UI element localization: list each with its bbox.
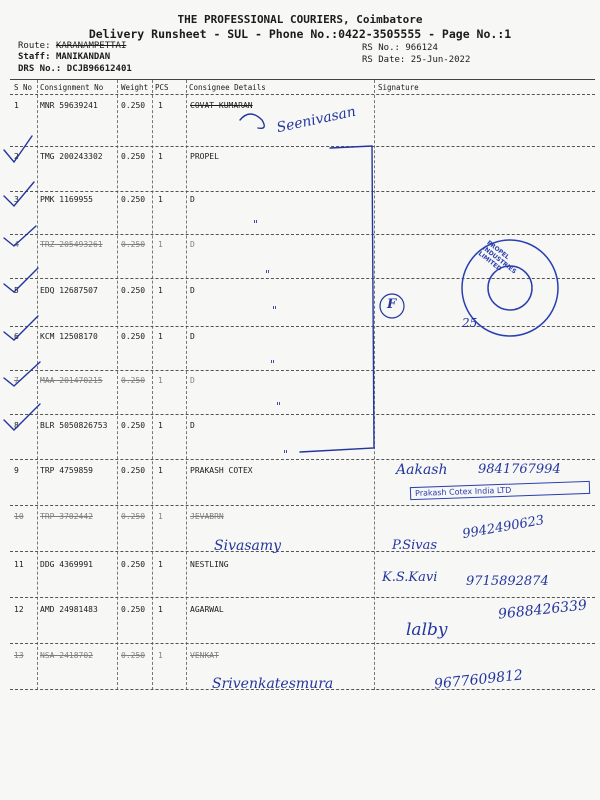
row-12-phone: 9688426339 <box>497 597 588 623</box>
row-13-pcs: 1 <box>158 651 163 660</box>
staff-label: Staff: <box>18 52 51 62</box>
check-mark-icon <box>4 182 34 206</box>
row-6-weight: 0.250 <box>121 332 146 341</box>
row-11-weight: 0.250 <box>121 560 146 569</box>
row-12-signature: lalby <box>406 620 448 640</box>
row-5-consignment: EDQ 12687507 <box>40 286 98 295</box>
row-11-pcs: 1 <box>158 560 163 569</box>
row-12-sno: 12 <box>14 605 24 614</box>
check-mark-icon <box>4 362 40 386</box>
row-9-consignment: TRP 4759859 <box>40 466 93 475</box>
row-5-weight: 0.250 <box>121 286 146 295</box>
row-9-pcs: 1 <box>158 466 163 475</box>
route-label: Route: <box>18 41 51 51</box>
row-1-signature: Seenivasan <box>275 103 358 137</box>
row-1-sno: 1 <box>14 101 19 110</box>
row-13-consignee: VENKAT <box>190 651 219 660</box>
row-8-weight: 0.250 <box>121 421 146 430</box>
ditto-mark: " <box>283 448 289 461</box>
col-header-pcs: PCS <box>155 83 169 92</box>
row-9-consignee: PRAKASH COTEX <box>190 466 253 475</box>
row-10-pcs: 1 <box>158 512 163 521</box>
drs-value: DCJB96612401 <box>66 64 132 74</box>
col-header-consignment: Consignment No <box>40 83 104 92</box>
row-6-pcs: 1 <box>158 332 163 341</box>
row-5-sno: 5 <box>14 286 19 295</box>
row-6-sno: 6 <box>14 332 19 341</box>
company-title: THE PROFESSIONAL COURIERS, Coimbatore <box>177 13 423 26</box>
row-9-sno: 9 <box>14 466 19 475</box>
row-10-signature: Sivasamy <box>214 538 282 554</box>
row-8-pcs: 1 <box>158 421 163 430</box>
row-11-consignee: NESTLING <box>190 560 229 569</box>
row-4-weight: 0.250 <box>121 240 146 249</box>
circled-letter: F <box>387 297 397 312</box>
row-2-weight: 0.250 <box>121 152 146 161</box>
row-1-consignment: MNR 59639241 <box>40 101 98 110</box>
row-5-consignee: D <box>190 286 195 295</box>
ditto-mark: " <box>272 304 278 317</box>
row-12-consignee: AGARWAL <box>190 605 224 614</box>
row-13-sno: 13 <box>14 651 24 660</box>
row-2-sno: 2 <box>14 152 19 161</box>
row-3-weight: 0.250 <box>121 195 146 204</box>
col-header-weight: Weight <box>121 83 149 92</box>
ditto-mark: " <box>265 268 271 281</box>
row-8-consignee: D <box>190 421 195 430</box>
row-9-stamp: Prakash Cotex India LTD <box>410 481 590 500</box>
row-3-sno: 3 <box>14 195 19 204</box>
row-8-consignment: BLR 5050826753 <box>40 421 108 430</box>
row-7-weight: 0.250 <box>121 376 146 385</box>
ditto-mark: " <box>253 218 259 231</box>
row-9-signature: Aakash <box>396 462 448 478</box>
row-1-pcs: 1 <box>158 101 163 110</box>
check-mark-icon <box>4 268 38 292</box>
bracket-line <box>300 146 374 452</box>
row-13-phone: 9677609812 <box>433 667 524 693</box>
row-4-pcs: 1 <box>158 240 163 249</box>
stamp-text: PROPEL INDUSTRIES LIMITED <box>476 239 518 276</box>
row-3-consignment: PMK 1169955 <box>40 195 93 204</box>
col-header-signature: Signature <box>378 83 419 92</box>
rs-date-value: 25-Jun-2022 <box>410 55 471 65</box>
row-2-consignee: PROPEL <box>190 152 219 161</box>
rs-date-label: RS Date: <box>362 55 406 65</box>
row-11-name: K.S.Kavi <box>382 570 438 585</box>
stamp-date: 25 <box>462 316 478 330</box>
row-2-pcs: 1 <box>158 152 163 161</box>
row-11-phone: 9715892874 <box>466 574 549 589</box>
ditto-mark: " <box>276 400 282 413</box>
signature-scribble <box>240 114 264 128</box>
row-9-phone: 9841767994 <box>478 462 561 477</box>
row-10-consignment: TRP 3702442 <box>40 512 93 521</box>
row-12-weight: 0.250 <box>121 605 146 614</box>
check-mark-icon <box>4 136 32 162</box>
col-header-consignee: Consignee Details <box>189 83 266 92</box>
row-4-consignee: D <box>190 240 195 249</box>
row-12-pcs: 1 <box>158 605 163 614</box>
row-13-name: Srivenkatesmura <box>212 676 334 692</box>
row-7-consignment: MAA 201470215 <box>40 376 103 385</box>
row-3-consignee: D <box>190 195 195 204</box>
row-5-pcs: 1 <box>158 286 163 295</box>
ditto-mark: " <box>270 358 276 371</box>
staff-value: MANIKANDAN <box>55 52 111 62</box>
row-1-weight: 0.250 <box>121 101 146 110</box>
check-mark-icon <box>4 404 40 430</box>
row-3-pcs: 1 <box>158 195 163 204</box>
row-13-weight: 0.250 <box>121 651 146 660</box>
row-4-consignment: TRZ 205493261 <box>40 240 103 249</box>
row-13-consignment: NSA 2418702 <box>40 651 93 660</box>
row-8-sno: 8 <box>14 421 19 430</box>
row-9-weight: 0.250 <box>121 466 146 475</box>
row-1-consignee: COVAT KUMARAN <box>190 101 253 110</box>
rs-no-value: 966124 <box>405 43 438 53</box>
row-2-consignment: TMG 200243302 <box>40 152 103 161</box>
row-10-phone: 9942490623 <box>461 512 546 543</box>
row-11-consignment: DDG 4369991 <box>40 560 93 569</box>
drs-label: DRS No.: <box>18 64 62 74</box>
row-6-consignee: D <box>190 332 195 341</box>
route-value: KARANAMPETTAI <box>55 41 127 51</box>
row-10-consignee: JEVABRN <box>190 512 224 521</box>
row-11-sno: 11 <box>14 560 24 569</box>
row-7-pcs: 1 <box>158 376 163 385</box>
col-header-sno: S No <box>14 83 33 92</box>
row-10-name: P.Sivas <box>392 538 438 553</box>
check-mark-icon <box>4 316 38 340</box>
row-12-consignment: AMD 24981483 <box>40 605 98 614</box>
rs-no-label: RS No.: <box>362 43 400 53</box>
row-10-sno: 10 <box>14 512 24 521</box>
row-10-weight: 0.250 <box>121 512 146 521</box>
row-7-sno: 7 <box>14 376 19 385</box>
row-4-sno: 4 <box>14 240 19 249</box>
row-6-consignment: KCM 12508170 <box>40 332 98 341</box>
runsheet-title: Delivery Runsheet - SUL - Phone No.:0422-3505555 - Page No.:1 <box>88 27 512 41</box>
check-mark-icon <box>4 226 36 246</box>
row-7-consignee: D <box>190 376 195 385</box>
